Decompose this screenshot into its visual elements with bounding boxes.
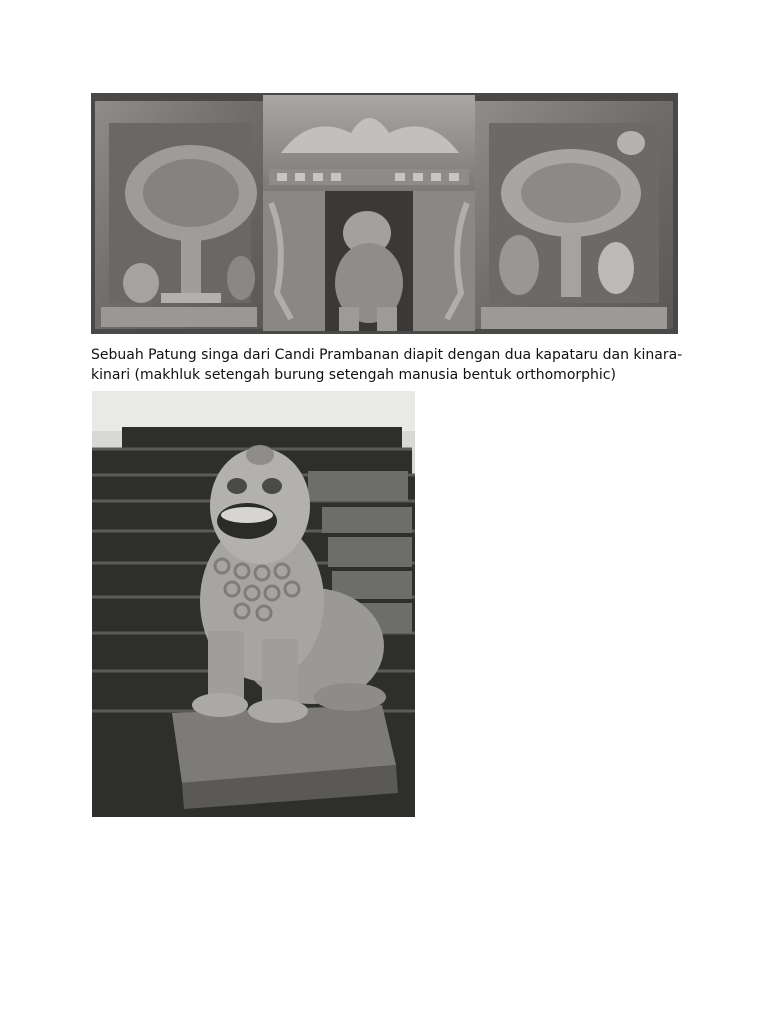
caption-line-2: kinari (makhluk setengah burung setengah manusia bentuk orthomorphic) <box>91 367 616 383</box>
relief-photo <box>91 93 678 334</box>
photo-caption <box>91 345 691 385</box>
lion-statue-photo-graphic <box>92 391 415 817</box>
caption-line-1: Sebuah Patung singa dari Candi Prambanan diapit dengan dua kapataru dan kinara- <box>91 347 683 363</box>
lion-statue-photo <box>92 391 415 817</box>
relief-photo-graphic <box>91 93 678 334</box>
